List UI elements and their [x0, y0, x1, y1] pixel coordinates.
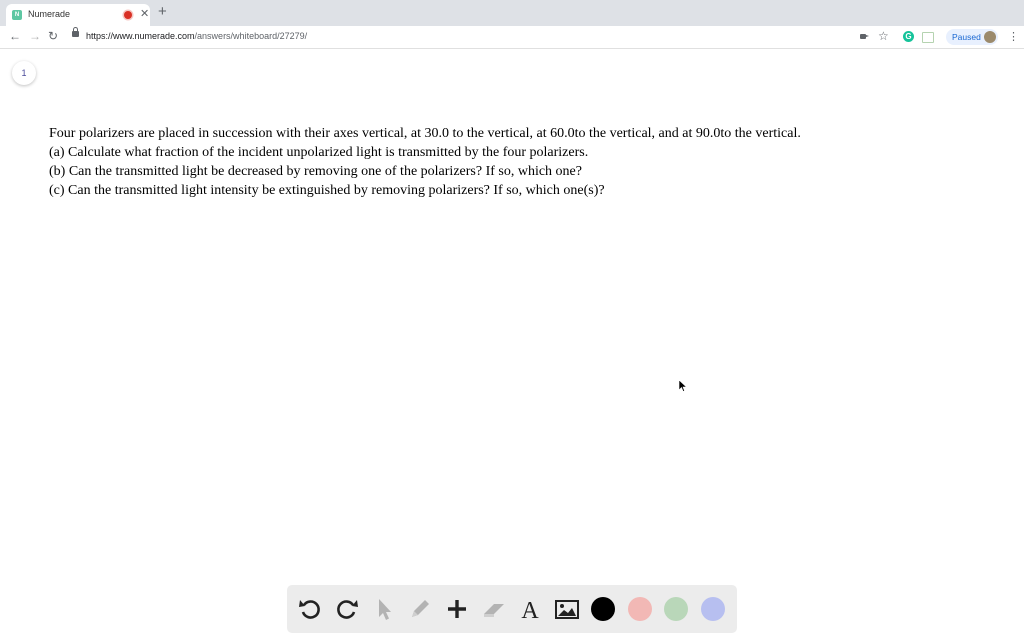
browser-toolbar: [0, 26, 1024, 49]
browser-tab-strip: [0, 0, 1024, 26]
url-host: https://www.numerade.com: [86, 31, 195, 41]
numerade-favicon-icon: N: [12, 10, 22, 20]
bookmark-star-icon[interactable]: ☆: [878, 29, 889, 43]
grammarly-icon[interactable]: G: [903, 31, 914, 42]
page-number-badge[interactable]: 1: [12, 61, 36, 85]
color-swatch-red[interactable]: [628, 597, 652, 621]
extension-icon[interactable]: [922, 32, 934, 43]
color-swatch-black[interactable]: [591, 597, 615, 621]
color-swatch-green[interactable]: [664, 597, 688, 621]
whiteboard-toolbar: [287, 585, 737, 633]
back-icon[interactable]: ←: [9, 29, 21, 43]
question-line: (b) Can the transmitted light be decreased by removing one of the polarizers? If so, which one?: [49, 164, 582, 179]
eraser-icon[interactable]: [481, 596, 507, 622]
camera-icon[interactable]: [860, 34, 866, 39]
add-icon[interactable]: [444, 596, 470, 622]
undo-icon[interactable]: [297, 596, 323, 622]
paused-label: Paused: [952, 32, 981, 42]
avatar: [984, 31, 996, 43]
tab-title: Numerade: [28, 9, 71, 19]
reload-icon[interactable]: ↻: [48, 29, 59, 43]
menu-icon[interactable]: ⋮: [1008, 31, 1019, 43]
svg-text:A: A: [521, 598, 539, 622]
url-path: /answers/whiteboard/27279/: [194, 31, 308, 41]
mouse-cursor-icon: [679, 379, 687, 397]
profile-paused-button[interactable]: [946, 29, 998, 45]
recording-icon: [124, 11, 132, 19]
question-line: (a) Calculate what fraction of the incident unpolarized light is transmitted by the four polarizers.: [49, 145, 589, 160]
question-text: [49, 124, 801, 200]
lock-icon: [72, 31, 79, 37]
browser-tab[interactable]: [6, 4, 150, 26]
pointer-icon[interactable]: [371, 596, 397, 622]
pencil-icon[interactable]: [407, 596, 433, 622]
forward-icon[interactable]: →: [29, 29, 41, 43]
color-swatch-blue[interactable]: [701, 597, 725, 621]
image-icon[interactable]: [554, 596, 580, 622]
question-line: (c) Can the transmitted light intensity be extinguished by removing polarizers? If so, which one(s)?: [49, 183, 605, 198]
text-icon[interactable]: [517, 596, 543, 622]
question-line: Four polarizers are placed in succession with their axes vertical, at 30.0 to the vertical, at 60.0to the vertical, and at 90.0to the vertical.: [49, 126, 801, 141]
address-bar[interactable]: [86, 31, 307, 41]
close-tab-icon[interactable]: ✕: [140, 8, 150, 20]
new-tab-icon[interactable]: +: [158, 3, 167, 20]
redo-icon[interactable]: [334, 596, 360, 622]
